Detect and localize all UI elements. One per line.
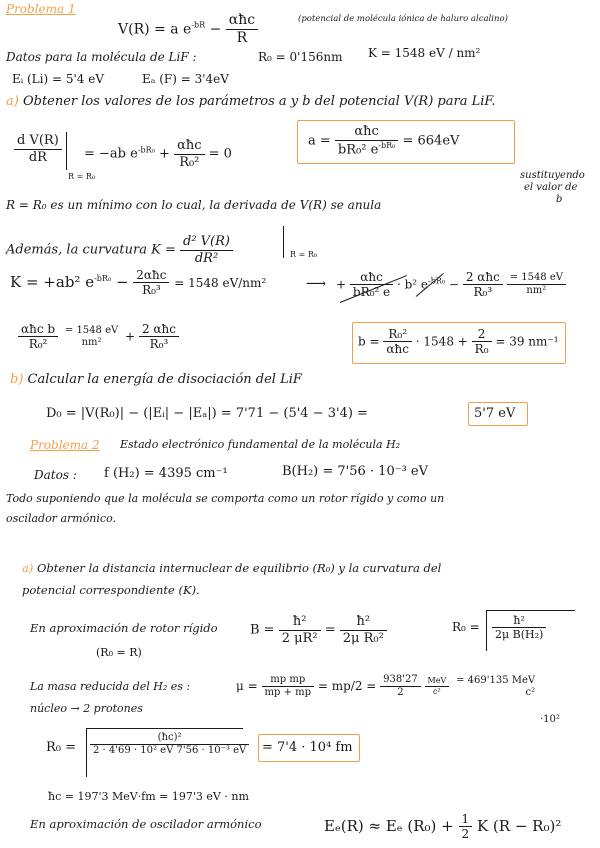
problem-2-title: Problema 2 — [30, 438, 100, 452]
rotor-note: (R₀ = R) — [96, 646, 142, 659]
reduced-mass-equation: μ = $\frac{\text{mp mp}}{mp + mp}$ = mp/2 = $\frac{938'27}{2}$ $\frac{\text{MeV}}{\text{c²}}$ = 469'135 MeV c² — [236, 674, 536, 698]
section-b: b) Calcular la energía de disociación del LiF — [10, 372, 302, 387]
nucleus-text: núcleo → 2 protones — [30, 702, 143, 715]
data-affinity: Eₐ (F) = 3'4eV — [142, 72, 229, 86]
data-line: Datos para la molécula de LiF : — [6, 50, 197, 64]
r0-result: = 7'4 · 10⁴ fm — [262, 740, 353, 755]
problem-2-intro: Estado electrónico fundamental de la molécula H₂ — [120, 438, 401, 451]
rotor-text: En aproximación de rotor rígido — [30, 621, 218, 635]
arrow: ⟶ — [306, 276, 327, 292]
oscillator-text: En aproximación de oscilador armónico — [30, 817, 262, 831]
k-substituted: + $\frac{\text{αħc}}{\text{bR₀² e}}$ · b² $e^{-bR_0}$ − $\frac{\text{2 αħc}}{\text{R₀³}}$ $\frac{= 1548 eV}{\text{nm²}}$ — [336, 270, 566, 300]
b-expression: b = $\frac{\text{R₀²}}{\text{αħc}}$ · 1548 + $\frac{2}{\text{R₀}}$ = 39 nm⁻¹ — [358, 327, 559, 357]
section-2a-line1: a) Obtener la distancia internuclear de equilibrio (R₀) y la curvatura del — [22, 561, 442, 575]
r0-sqrt-lhs: R₀ = — [452, 620, 480, 634]
section-2a-line2: potencial correspondiente (K). — [22, 583, 200, 597]
section-a: a) Obtener los valores de los parámetros a y b del potencial V(R) para LiF. — [6, 94, 496, 109]
eval-bar — [66, 132, 67, 170]
r0-numeric-lhs: R₀ = — [46, 740, 77, 755]
assumption-2: oscilador armónico. — [6, 512, 116, 525]
derivative-eval-point: R = R₀ — [68, 172, 96, 181]
data-frequency: f (H₂) = 4395 cm⁻¹ — [104, 466, 228, 481]
curvature-text: Además, la curvatura K = $\frac{\text{d² V(R)}}{\text{dR²}}$ — [6, 234, 233, 266]
oscillator-equation: Eₑ(R) ≈ Eₑ (R₀) + $\frac{1}{2}$ K (R − R₀)² — [324, 812, 562, 842]
data-k: K = 1548 eV / nm² — [368, 46, 481, 60]
b-equation: $\frac{\text{αħc b}}{\text{R₀²}}$ = 1548 eV nm² + $\frac{\text{2 αħc}}{\text{R₀³}}$ — [18, 322, 179, 352]
reduced-mass-text: La masa reducida del H₂ es : — [30, 680, 191, 693]
a-expression: a = $\frac{\text{αħc}}{bR_0^2 e^{-bR_0}}$ = 664eV — [308, 124, 460, 157]
reduced-mass-scale: ·10² — [540, 714, 560, 725]
rotor-equation: B = $\frac{\text{ħ²}}{\text{2 μR²}}$ = $\frac{\text{ħ²}}{\text{2μ R₀²}}$ — [250, 614, 387, 646]
r0-numeric-body: $\frac{\text{(ħc)²}}{\text{2 · 4'69 · 10² eV 7'56 · 10⁻³ eV}}$ — [90, 732, 249, 757]
dissociation-equation: D₀ = |V(R₀)| − (|Eᵢ| − |Eₐ|) = 7'71 − (5'4 − 3'4) = — [46, 406, 368, 421]
data-r0: R₀ = 0'156nm — [258, 50, 343, 64]
potential-equation: V(R) = a $e^{-bR}$ − $\frac{\text{αħc}}{R}$ — [118, 12, 258, 47]
curvature-eval-point: R = R₀ — [290, 250, 318, 259]
data-rotational-constant: B(H₂) = 7'56 · 10⁻³ eV — [282, 464, 429, 479]
a-note-3: b — [556, 194, 563, 205]
derivative-rhs: = −ab $e^{-bR_0}$ + $\frac{\text{αħc}}{\text{R₀²}}$ = 0 — [84, 138, 232, 170]
curv-eval-bar — [283, 226, 284, 258]
k-expression: K = +ab² $e^{-bR_0}$ − $\frac{\text{2αħc}}{\text{R₀³}}$ = 1548 eV/nm² — [10, 268, 267, 298]
d0-result: 5'7 eV — [474, 406, 516, 421]
problem-1-title: Problema 1 — [6, 2, 76, 16]
potential-note: (potencial de molécula iónica de haluro alcalino) — [298, 14, 508, 24]
r0-sqrt-body: $\frac{\text{ħ²}}{\text{2μ B(H₂)}}$ — [492, 614, 546, 641]
a-note-1: sustituyendo — [520, 170, 585, 181]
a-note-2: el valor de — [524, 182, 578, 193]
hbar-c-value: ħc = 197'3 MeV·fm = 197'3 eV · nm — [48, 790, 249, 803]
data-ionization: Eᵢ (Li) = 5'4 eV — [12, 72, 104, 86]
minimum-text: R = R₀ es un mínimo con lo cual, la derivada de V(R) se anula — [6, 198, 382, 212]
data-label-2: Datos : — [34, 468, 77, 482]
derivative-expression: $\frac{\text{d V(R)}}{dR}$ — [14, 133, 62, 165]
assumption-1: Todo suponiendo que la molécula se comporta como un rotor rígido y como un — [6, 492, 445, 505]
